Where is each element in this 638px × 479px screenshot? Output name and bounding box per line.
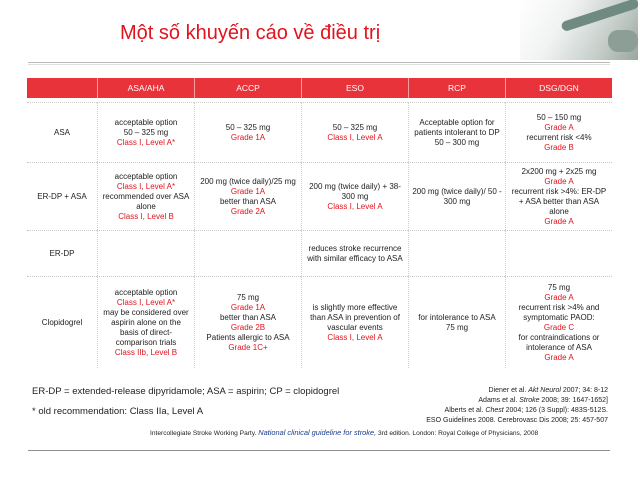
grade-label: Class I, Level A* — [116, 137, 176, 147]
header-rule-shadow — [28, 64, 610, 65]
cell-text: better than ASA — [219, 312, 277, 322]
references — [328, 386, 608, 426]
table-cell — [194, 230, 301, 276]
grade-label: Class I, Level A — [327, 332, 383, 342]
abbreviations-note: ER-DP = extended-release dipyridamole; ASA = aspirin; CP = clopidogrel — [32, 386, 340, 397]
row-header: Clopidogrel — [27, 276, 97, 368]
cell-text: may be considered over aspirin alone on the basis of direct-comparison trials — [103, 307, 189, 347]
page-title: Một số khuyến cáo về điều trị — [120, 22, 381, 44]
grade-label: Class I, Level A* — [116, 297, 176, 307]
table-cell — [505, 276, 612, 368]
table-cell — [97, 162, 194, 230]
table-cell — [97, 276, 194, 368]
cell-text: 200 mg (twice daily)/25 mg — [200, 176, 296, 186]
table-row — [27, 102, 612, 162]
reference-line: ESO Guidelines 2008. Cerebrovasc Dis 2008; 25: 457-507 — [426, 417, 608, 424]
cell-text: recurrent risk >4%: ER-DP + ASA better than ASA alone — [511, 186, 607, 216]
column-header: ASA/AHA — [97, 78, 194, 98]
grade-label: Class IIb, Level B — [114, 347, 178, 357]
grade-label: Grade A — [544, 352, 574, 362]
cell-text: 50 – 325 mg — [225, 122, 271, 132]
recommendation-table — [27, 78, 612, 368]
table-corner — [27, 78, 97, 98]
cell-text: recurrent risk >4% and symptomatic PAOD: — [518, 302, 600, 322]
cell-text: for intolerance to ASA — [418, 312, 496, 322]
cell-text: 50 – 325 mg — [332, 122, 378, 132]
table-row — [27, 162, 612, 230]
reference-line: Adams et al. Stroke 2008; 39: 1647-1652] — [478, 397, 608, 404]
grade-label: Class I, Level A — [327, 132, 383, 142]
table-cell — [408, 276, 505, 368]
table-cell — [194, 102, 301, 162]
table-cell — [301, 162, 408, 230]
cell-text: Acceptable option for patients intolerant to DP — [414, 117, 500, 137]
table-cell — [194, 276, 301, 368]
cell-text: 50 – 150 mg — [536, 112, 582, 122]
cell-text: reduces stroke recurrence with similar efficacy to ASA — [307, 243, 403, 263]
grade-label: Grade C — [543, 322, 575, 332]
stethoscope-head-shape — [608, 30, 638, 52]
cell-text: 50 – 325 mg — [123, 127, 169, 137]
cell-text: 2x200 mg + 2x25 mg — [521, 166, 597, 176]
cell-text: recurrent risk <4% — [526, 132, 592, 142]
grade-label: Grade 1C+ — [228, 342, 268, 352]
grade-label: Grade A — [544, 122, 574, 132]
cell-text: recommended over ASA alone — [102, 191, 190, 211]
cell-text: 75 mg — [547, 282, 571, 292]
grade-label: Grade 1A — [230, 132, 266, 142]
table-cell — [97, 230, 194, 276]
row-header: ER-DP — [27, 230, 97, 276]
cell-text: better than ASA — [219, 196, 277, 206]
cell-text: 75 mg — [236, 292, 260, 302]
table-cell — [194, 162, 301, 230]
grade-label: Grade A — [544, 292, 574, 302]
table-row — [27, 276, 612, 368]
cell-text: 75 mg — [445, 322, 469, 332]
cell-text: 50 – 300 mg — [434, 137, 480, 147]
cell-text: acceptable option — [114, 287, 178, 297]
table-cell — [505, 102, 612, 162]
table-cell — [301, 276, 408, 368]
grade-label: Class I, Level A — [327, 201, 383, 211]
stethoscope-tube-shape — [560, 0, 638, 32]
cell-text: 200 mg (twice daily)/ 50 - 300 mg — [412, 186, 502, 206]
column-header: RCP — [408, 78, 505, 98]
grade-label: Grade A — [544, 216, 574, 226]
cell-text: acceptable option — [114, 171, 178, 181]
table-cell — [505, 230, 612, 276]
table-header-row — [27, 78, 612, 98]
table-cell — [408, 230, 505, 276]
table-cell — [505, 162, 612, 230]
cell-text: 200 mg (twice daily) + 38-300 mg — [309, 181, 401, 201]
old-recommendation-note: * old recommendation: Class IIa, Level A — [32, 406, 204, 417]
cell-text: Patients allergic to ASA — [206, 332, 290, 342]
grade-label: Grade 1A — [230, 302, 266, 312]
grade-label: Class I, Level A* — [116, 181, 176, 191]
stethoscope-photo — [520, 0, 638, 60]
grade-label: Grade A — [544, 176, 574, 186]
header-rule — [28, 62, 610, 63]
table-cell — [408, 162, 505, 230]
table-cell — [408, 102, 505, 162]
table-cell — [301, 102, 408, 162]
column-header: DSG/DGN — [505, 78, 612, 98]
grade-label: Class I, Level B — [118, 211, 174, 221]
isw-citation: Intercollegiate Stroke Working Party. National clinical guideline for stroke, 3rd edition. London: Royal College of Physicians, 2008 — [150, 428, 539, 437]
row-header: ASA — [27, 102, 97, 162]
grade-label: Grade 2A — [230, 206, 266, 216]
grade-label: Grade 2B — [230, 322, 266, 332]
table-row — [27, 230, 612, 276]
column-header: ACCP — [194, 78, 301, 98]
table-cell — [97, 102, 194, 162]
reference-line: Alberts et al. Chest 2004; 126 (3 Suppl): 483S-512S. — [444, 407, 608, 414]
footer-rule — [28, 450, 610, 451]
grade-label: Grade 1A — [230, 186, 266, 196]
reference-line: Diener et al. Akt Neurol 2007; 34: 8-12 — [488, 387, 608, 394]
cell-text: is slightly more effective than ASA in prevention of vascular events — [310, 302, 400, 332]
grade-label: Grade B — [544, 142, 574, 152]
cell-text: for contraindications or intolerance of ASA — [518, 332, 600, 352]
cell-text: acceptable option — [114, 117, 178, 127]
column-header: ESO — [301, 78, 408, 98]
table-cell — [301, 230, 408, 276]
row-header: ER-DP + ASA — [27, 162, 97, 230]
